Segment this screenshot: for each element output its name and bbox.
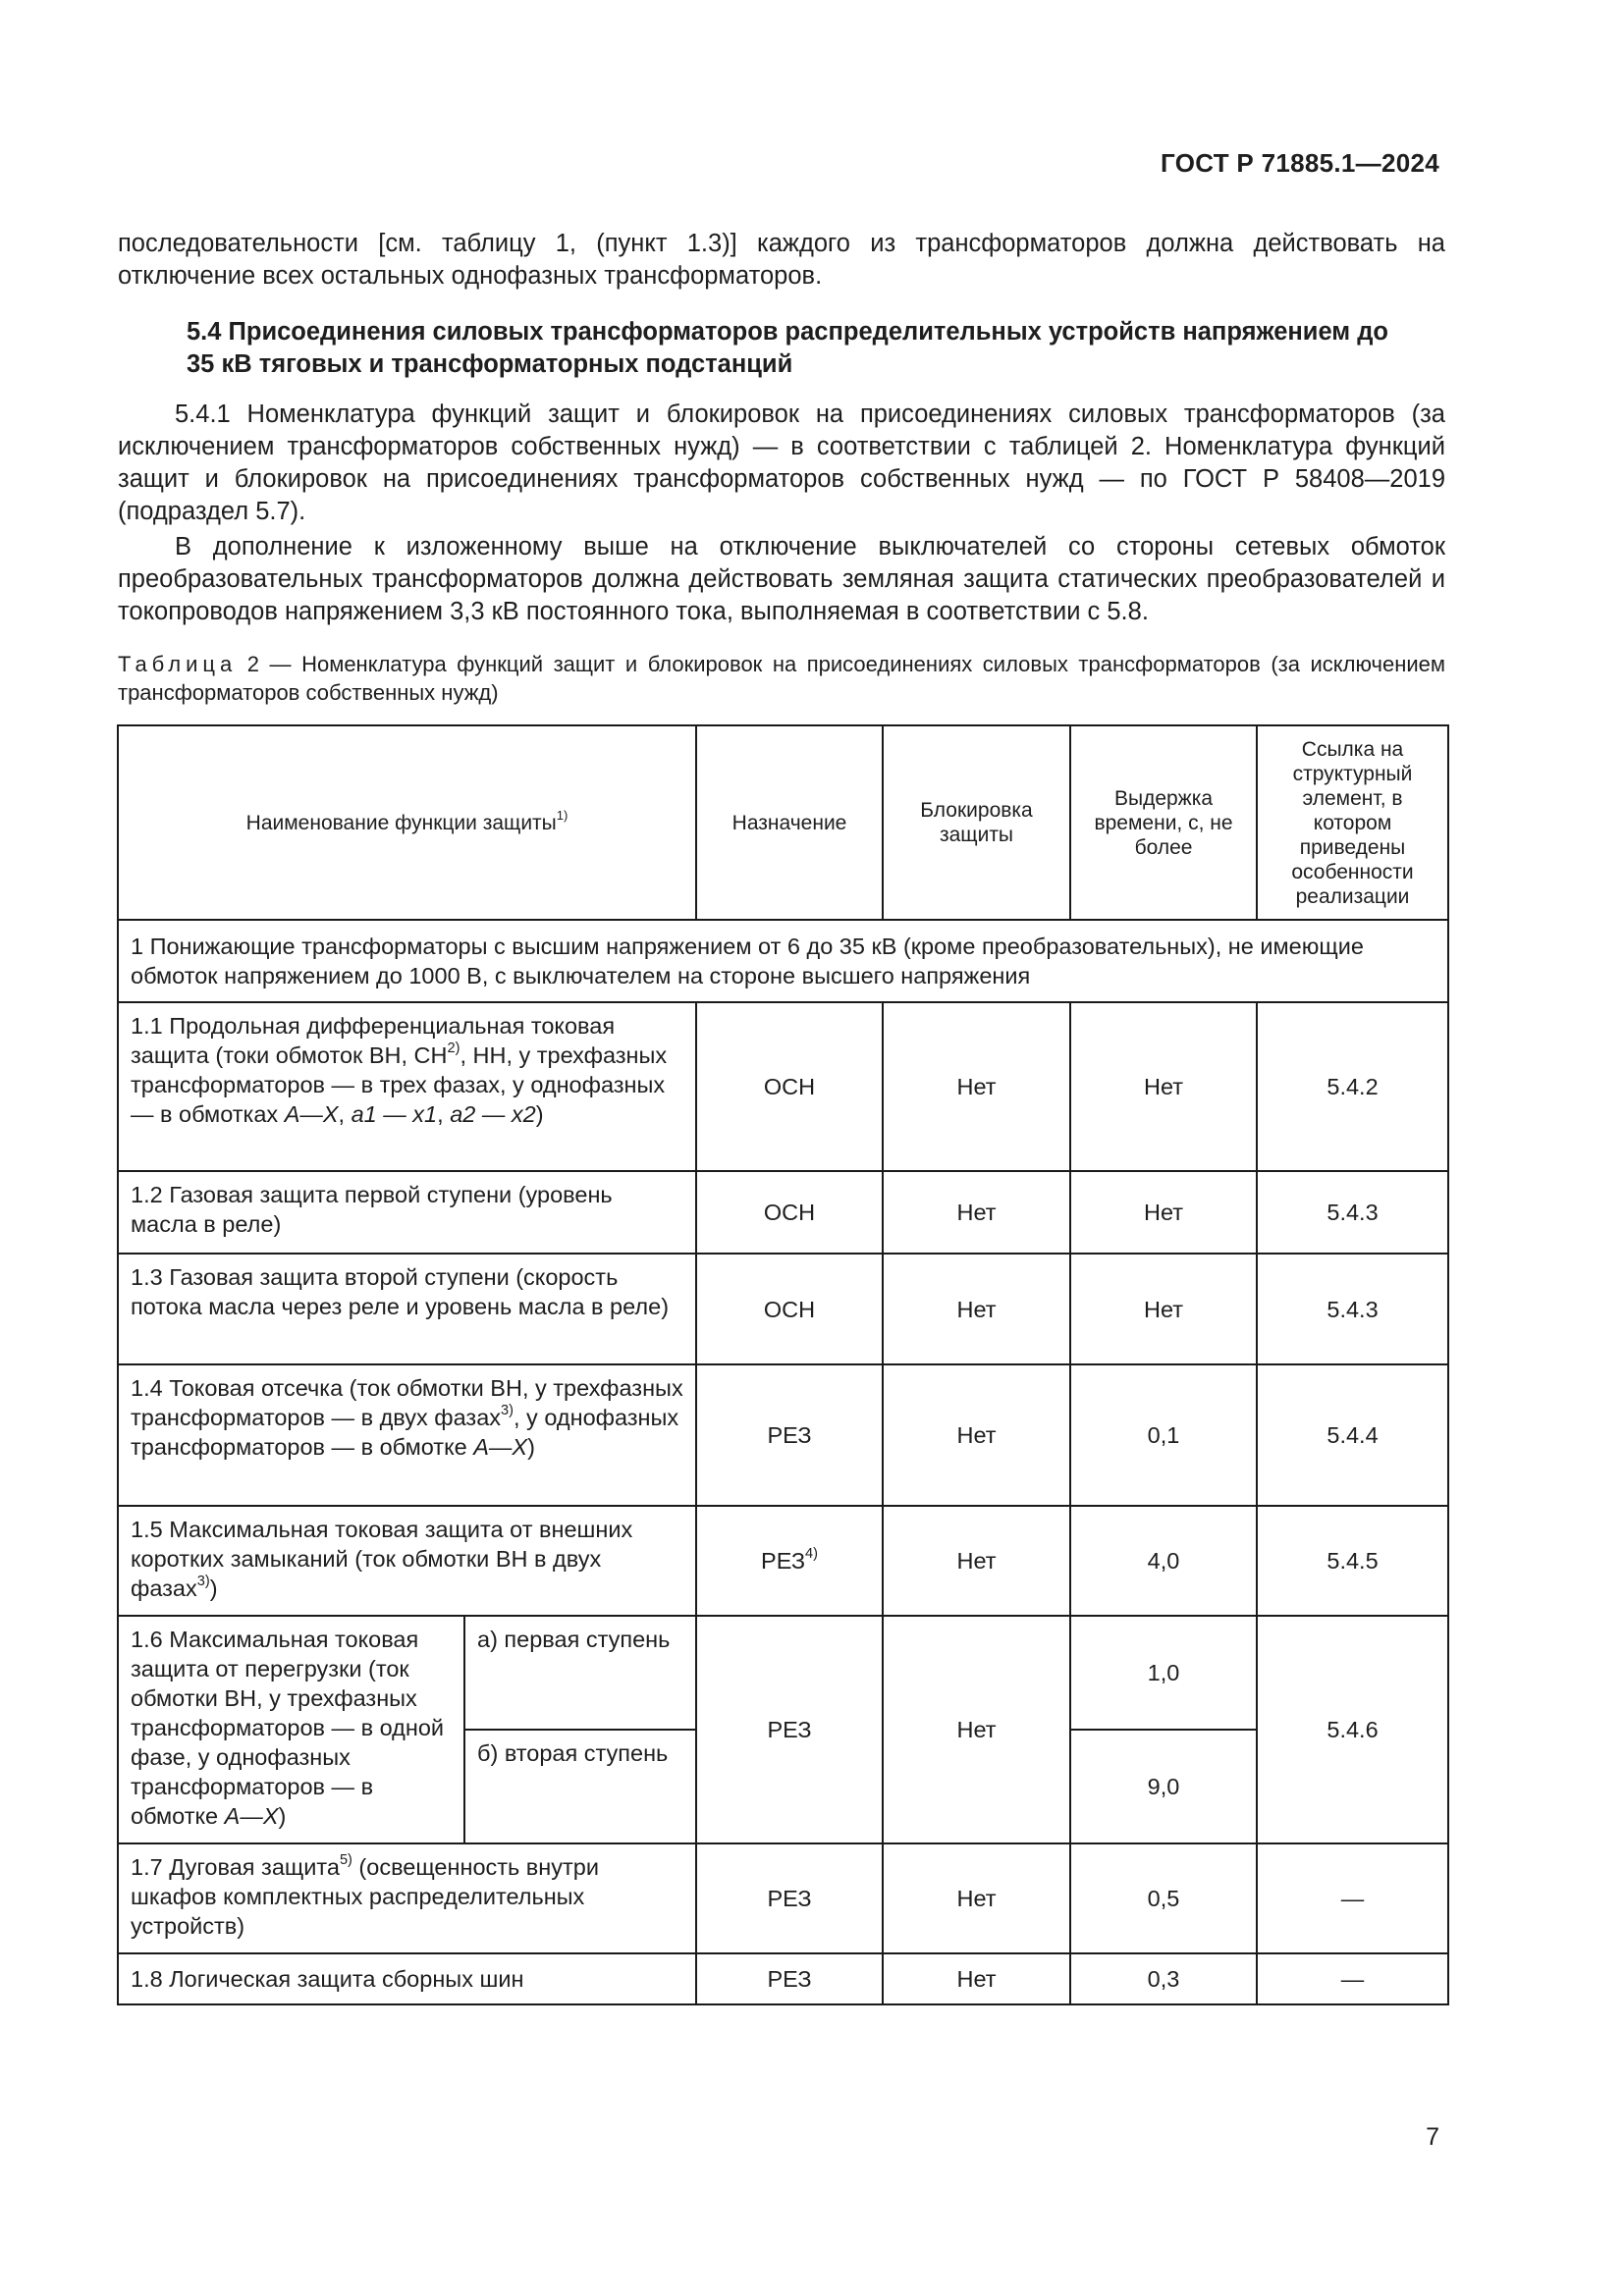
delay-cell-second: 9,0 (1070, 1730, 1257, 1843)
blocking-cell: Нет (883, 1843, 1070, 1953)
table-row (118, 1953, 1448, 2004)
reference-cell: 5.4.2 (1257, 1002, 1448, 1171)
purpose-cell: РЕЗ$^{4)}$ (696, 1506, 883, 1616)
reference-cell: 5.4.5 (1257, 1506, 1448, 1616)
blocking-cell: Нет (883, 1171, 1070, 1254)
function-name-cell: 1.3 Газовая защита второй ступени (скорость потока масла через реле и уровень масла в реле) (118, 1254, 696, 1364)
stage-cell-first: а) первая ступень (464, 1616, 696, 1730)
stage-cell-second: б) вторая ступень (464, 1730, 696, 1843)
purpose-cell: ОСН (696, 1171, 883, 1254)
delay-cell-first: 1,0 (1070, 1616, 1257, 1730)
delay-cell: 4,0 (1070, 1506, 1257, 1616)
delay-cell: 0,1 (1070, 1364, 1257, 1506)
table-row (118, 1171, 1448, 1254)
table-row (118, 1843, 1448, 1953)
group-row (118, 920, 1448, 1002)
header-blocking: Блокировка защиты (883, 725, 1070, 920)
purpose-cell: РЕЗ (696, 1843, 883, 1953)
function-name-cell: 1.4 Токовая отсечка (ток обмотки ВН, у трехфазных трансформаторов — в двух фазах$^{3)}$, у однофазных трансформаторов — в обмотке А—Х) (118, 1364, 696, 1506)
blocking-cell: Нет (883, 1506, 1070, 1616)
header-purpose: Назначение (696, 725, 883, 920)
reference-cell: 5.4.4 (1257, 1364, 1448, 1506)
footnote-ref: 1) (556, 807, 568, 823)
purpose-cell: ОСН (696, 1254, 883, 1364)
delay-cell: Нет (1070, 1171, 1257, 1254)
blocking-cell: Нет (883, 1254, 1070, 1364)
purpose-cell: РЕЗ (696, 1953, 883, 2004)
header-function-name: Наименование функции защиты$^{1)}$ (118, 725, 696, 920)
header-time-delay: Выдержка времени, с, не более (1070, 725, 1257, 920)
table-row (118, 1364, 1448, 1506)
table-row (118, 1002, 1448, 1171)
document-number: ГОСТ Р 71885.1—2024 (1161, 148, 1439, 178)
delay-cell: 0,5 (1070, 1843, 1257, 1953)
table-row (118, 1506, 1448, 1616)
header-reference: Ссылка на структурный элемент, в котором приведены особенности реализации (1257, 725, 1448, 920)
function-name-cell: 1.6 Максимальная токовая защита от перегрузки (ток обмотки ВН, у трехфазных трансформаторов — в одной фазе, у однофазных трансформаторов — в обмотке А—Х) (118, 1616, 464, 1843)
page-number: 7 (1426, 2123, 1439, 2151)
protection-functions-table (117, 724, 1449, 2005)
blocking-cell: Нет (883, 1364, 1070, 1506)
blocking-cell: Нет (883, 1002, 1070, 1171)
function-name-cell: 1.8 Логическая защита сборных шин (118, 1953, 696, 2004)
table-caption (118, 650, 1445, 707)
delay-cell: 0,3 (1070, 1953, 1257, 2004)
table-caption-label: Таблица (118, 652, 238, 676)
section-paragraph-2: В дополнение к изложенному выше на отключение выключателей со стороны сетевых обмоток преобразовательных трансформаторов должна действовать земляная защита статических преобразователей и токопроводов напряжением 3,3 кВ постоянного тока, выполняемая в соответствии с 5.8. (118, 533, 1445, 625)
table-row (118, 1616, 1448, 1730)
purpose-cell: РЕЗ (696, 1616, 883, 1843)
function-name-cell: 1.1 Продольная дифференциальная токовая защита (токи обмоток ВН, СН$^{2)}$, НН, у трехфазных трансформаторов — в трех фазах, у однофазных — в обмотках А—Х, а1 — х1, а2 — х2) (118, 1002, 696, 1171)
reference-cell: — (1257, 1843, 1448, 1953)
table-row (118, 1254, 1448, 1364)
table-caption-text: 2 — Номенклатура функций защит и блокировок на присоединениях силовых трансформаторов (за исключением трансформаторов собственных нужд) (118, 652, 1445, 705)
purpose-cell: РЕЗ (696, 1364, 883, 1506)
delay-cell: Нет (1070, 1002, 1257, 1171)
blocking-cell: Нет (883, 1616, 1070, 1843)
section-paragraph-1: 5.4.1 Номенклатура функций защит и блокировок на присоединениях силовых трансформаторов (за исключением трансформаторов собственных нужд) — в соответствии с таблицей 2. Номенклатура функций защит и блокировок на присоединениях трансформаторов собственных нужд — по ГОСТ Р 58408—2019 (подраздел 5.7). (118, 400, 1445, 525)
delay-cell: Нет (1070, 1254, 1257, 1364)
reference-cell: 5.4.3 (1257, 1254, 1448, 1364)
reference-cell: 5.4.6 (1257, 1616, 1448, 1843)
reference-cell: — (1257, 1953, 1448, 2004)
reference-cell: 5.4.3 (1257, 1171, 1448, 1254)
table-header-row (118, 725, 1448, 920)
function-name-cell: 1.2 Газовая защита первой ступени (уровень масла в реле) (118, 1171, 696, 1254)
group-title: 1 Понижающие трансформаторы с высшим напряжением от 6 до 35 кВ (кроме преобразовательных), не имеющие обмоток напряжением до 1000 В, с выключателем на стороне высшего напряжения (118, 920, 1448, 1002)
blocking-cell: Нет (883, 1953, 1070, 2004)
purpose-cell: ОСН (696, 1002, 883, 1171)
function-name-cell: 1.5 Максимальная токовая защита от внешних коротких замыканий (ток обмотки ВН в двух фазах$^{3)}$) (118, 1506, 696, 1616)
section-heading: 5.4 Присоединения силовых трансформаторов распределительных устройств напряжением до 35 кВ тяговых и трансформаторных подстанций (187, 318, 1389, 378)
intro-paragraph: последовательности [см. таблицу 1, (пункт 1.3)] каждого из трансформаторов должна действовать на отключение всех остальных однофазных трансформаторов. (118, 230, 1445, 290)
function-name-cell: 1.7 Дуговая защита$^{5)}$ (освещенность внутри шкафов комплектных распределительных устройств) (118, 1843, 696, 1953)
